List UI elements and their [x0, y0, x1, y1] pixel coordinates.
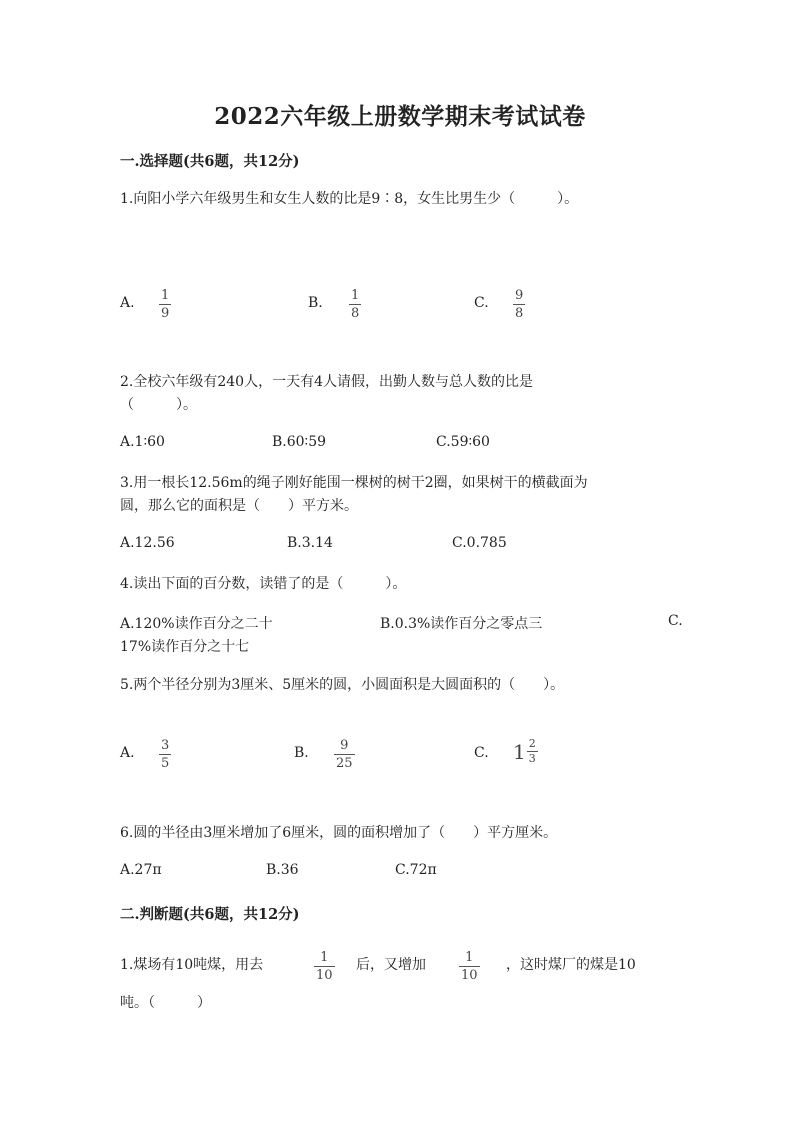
q4-option-c-text: 17%读作百分之十七: [120, 639, 250, 655]
q3-option-b: B.3.14: [287, 535, 333, 551]
q6-option-a: A.27π: [120, 862, 162, 878]
judge-1-line-2: 吨。（ ）: [120, 995, 211, 1011]
q4-option-b: B.0.3%读作百分之零点三: [380, 616, 543, 632]
question-2-line-2: （ ）。: [120, 397, 197, 413]
q5-option-c-mixed-number: 1 $\frac{2}{3}$: [513, 737, 536, 765]
q2-option-b: B.60∶59: [272, 434, 327, 450]
q2-option-a: A.1∶60: [120, 434, 165, 450]
q4-option-a: A.120%读作百分之二十: [120, 616, 273, 632]
q2-option-c: C.59∶60: [436, 434, 490, 450]
question-6-text: 6.圆的半径由3厘米增加了6厘米，圆的面积增加了（ ）平方厘米。: [120, 825, 558, 841]
q5-option-c-label: C.: [474, 745, 489, 761]
section-heading-judgement: 二.判断题(共6题，共12分): [120, 906, 300, 923]
question-4-text: 4.读出下面的百分数，读错了的是（ ）。: [120, 576, 407, 592]
q1-option-b-fraction: 1 8: [351, 288, 360, 321]
question-3-line-2: 圆，那么它的面积是（ ）平方米。: [120, 498, 358, 514]
judge-1-fraction-1: 1 10: [316, 950, 333, 983]
q3-option-c: C.0.785: [452, 535, 507, 551]
q5-option-b-label: B.: [294, 745, 309, 761]
q4-option-c-label: C.: [668, 613, 683, 629]
q5-option-c-fraction: $\frac{2}{3}$: [528, 737, 536, 765]
q6-option-c: C.72π: [395, 862, 437, 878]
q1-option-c-label: C.: [474, 295, 489, 311]
judge-1-part-1: 1.煤场有10吨煤，用去: [120, 957, 264, 973]
q3-option-a: A.12.56: [120, 535, 175, 551]
section-heading-choice: 一.选择题(共6题，共12分): [120, 153, 300, 170]
q6-option-b: B.36: [266, 862, 299, 878]
judge-1-fraction-2: 1 10: [461, 950, 478, 983]
question-3-line-1: 3.用一根长12.56m的绳子刚好能围一棵树的树干2圈，如果树干的横截面为: [120, 475, 588, 491]
q5-option-b-fraction: 9 25: [336, 738, 353, 771]
judge-1-part-3: ，这时煤厂的煤是10: [506, 957, 636, 973]
q1-option-a-fraction: 1 9: [161, 288, 170, 321]
q1-option-b-label: B.: [308, 295, 323, 311]
question-1-text: 1.向阳小学六年级男生和女生人数的比是9∶8，女生比男生少（ ）。: [120, 191, 579, 207]
q1-option-a-label: A.: [120, 295, 135, 311]
page-title: 2022六年级上册数学期末考试试卷: [214, 103, 586, 130]
q1-option-c-fraction: 9 8: [515, 288, 524, 321]
question-2-line-1: 2.全校六年级有240人，一天有4人请假，出勤人数与总人数的比是: [120, 374, 533, 390]
judge-1-part-2: 后，又增加: [356, 957, 426, 973]
q5-option-a-label: A.: [120, 745, 135, 761]
question-5-text: 5.两个半径分别为3厘米、5厘米的圆，小圆面积是大圆面积的（ ）。: [120, 677, 565, 693]
q5-option-a-fraction: 3 5: [161, 738, 170, 771]
